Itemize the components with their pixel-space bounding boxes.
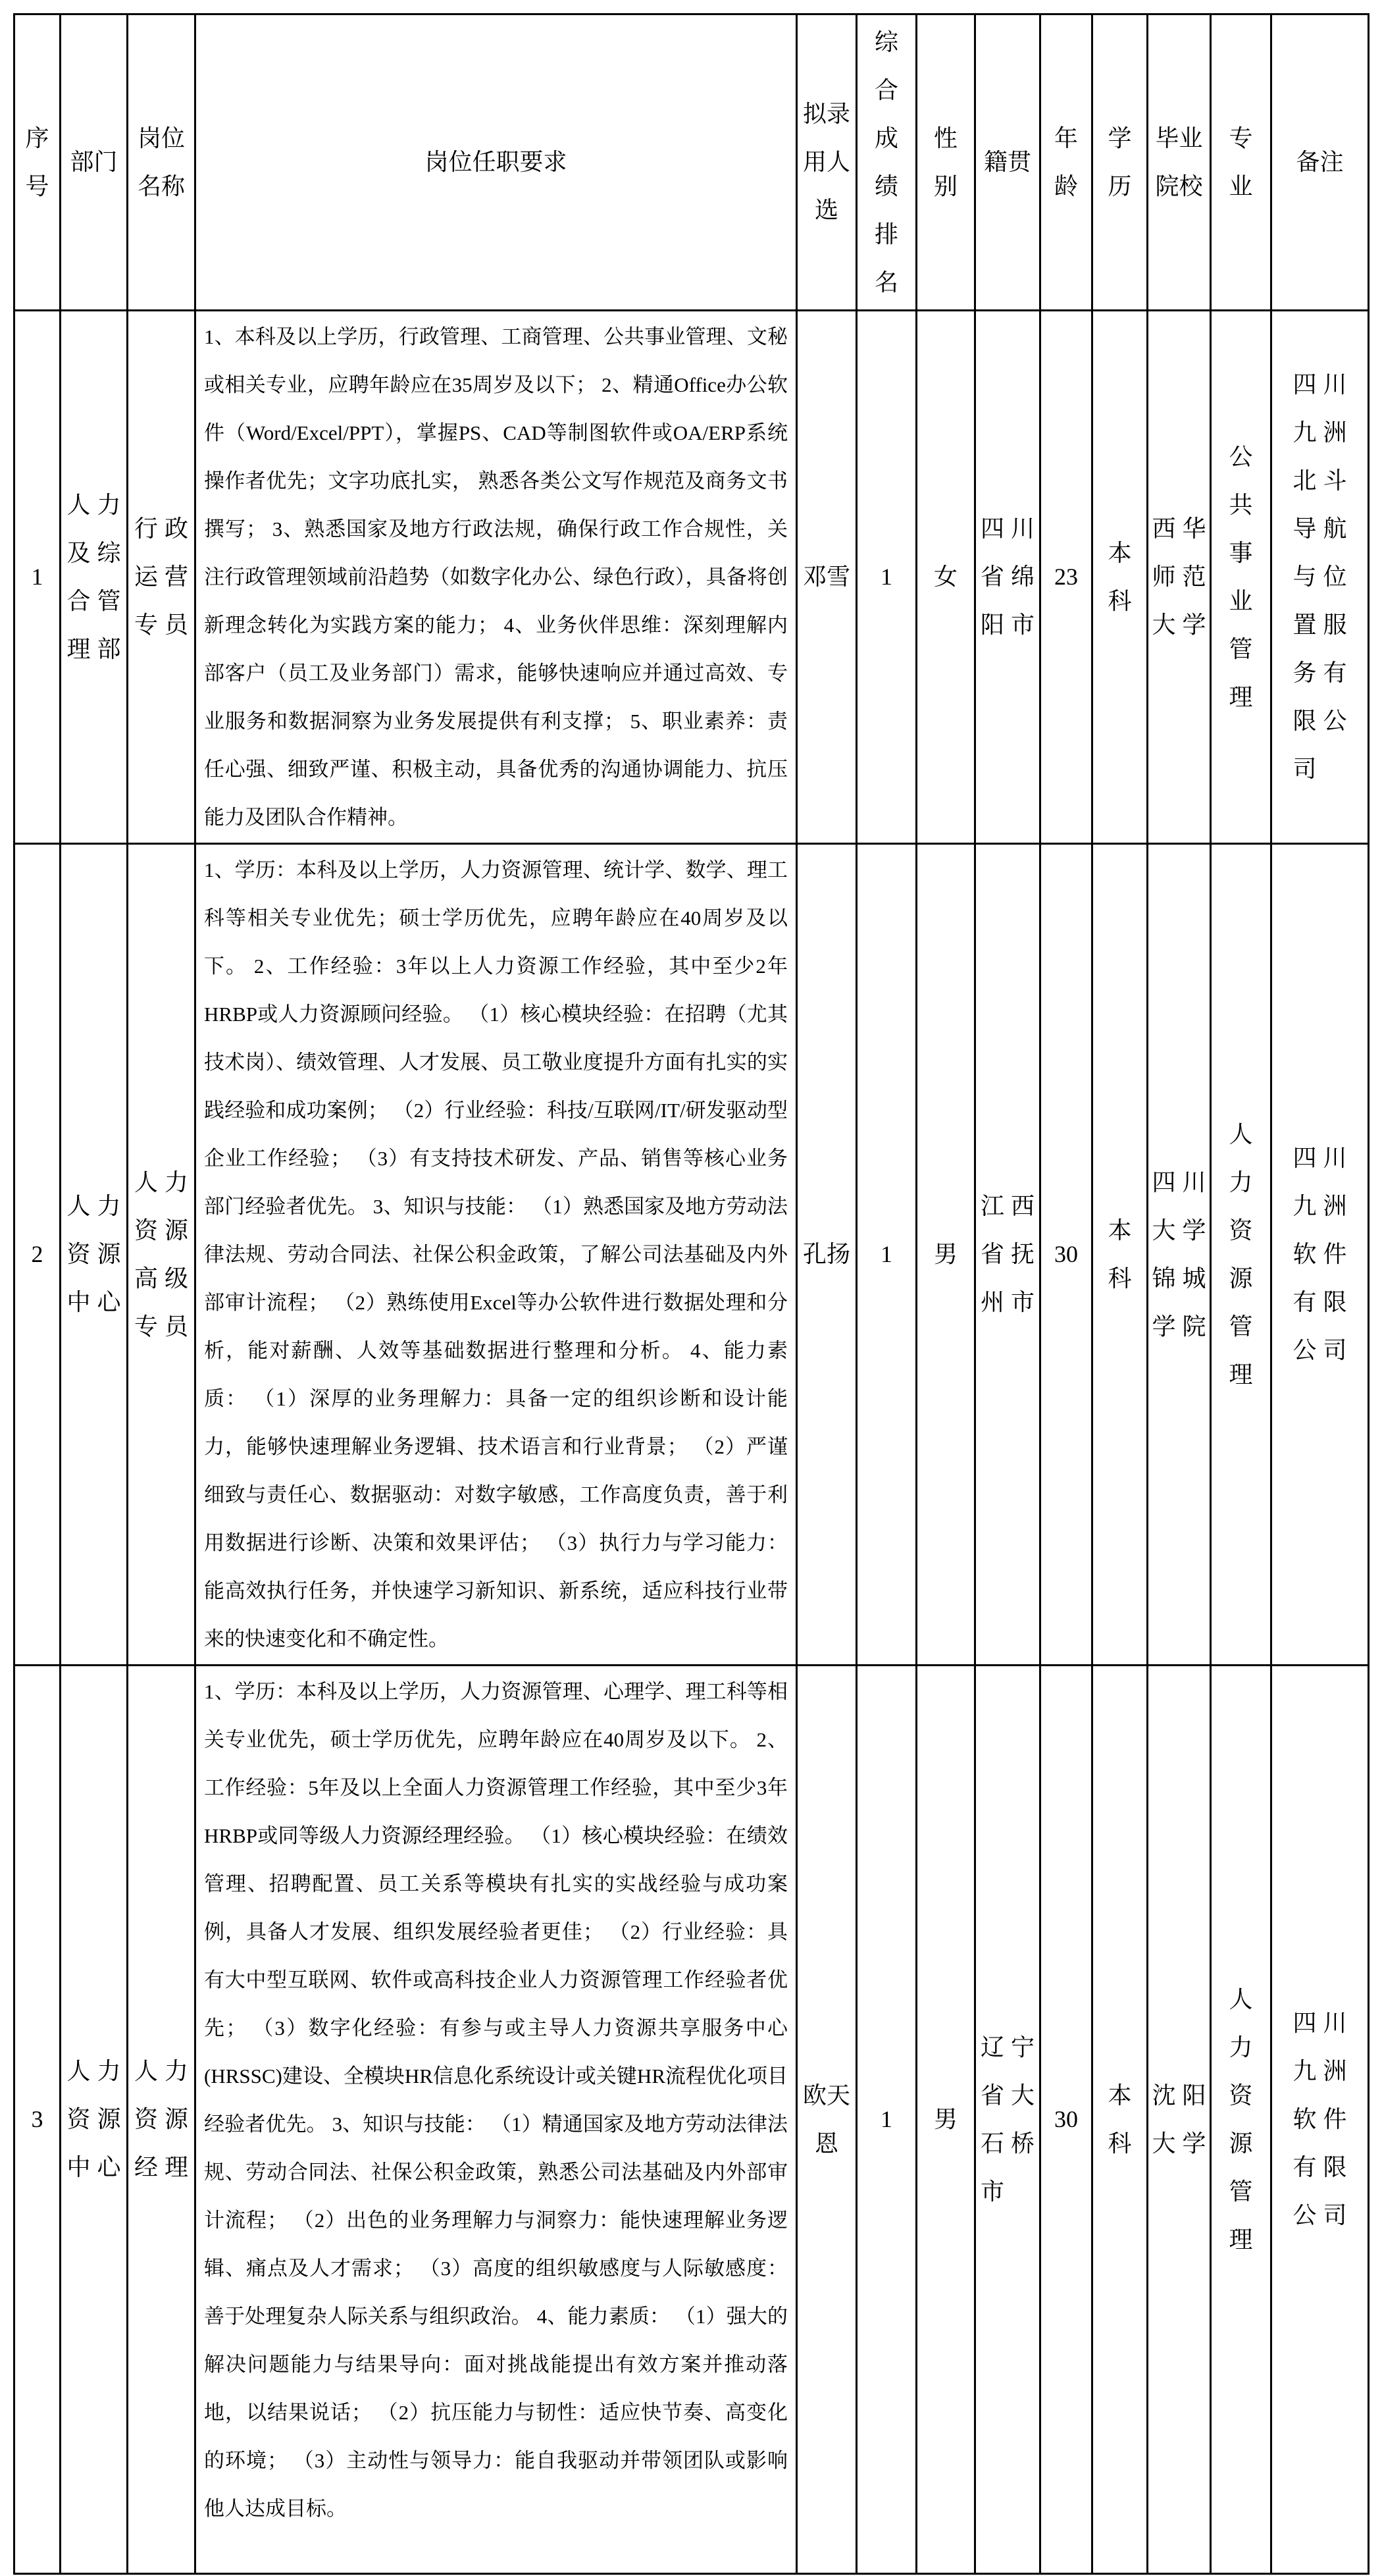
cell-hometown: 辽宁省大石桥市 — [975, 1666, 1040, 2574]
cell-requirements: 1、本科及以上学历，行政管理、工商管理、公共事业管理、文秘或相关专业，应聘年龄应在35周岁及以下； 2、精通Office办公软件（Word/Excel/PPT），掌握PS、CAD等制图软件或OA/ERP系统操作者优先；文字功底扎实， 熟悉各类公文写作规范及商务文书撰写； 3、熟悉国家及地方行政法规，确保行政工作合规性，关注行政管理领域前沿趋势（如数字化办公、绿色行政），具备将创新理念转化为实践方案的能力； 4、业务伙伴思维：深刻理解内部客户（员工及业务部门）需求，能够快速响应并通过高效、专业服务和数据洞察为业务发展提供有利支撑； 5、职业素养：责任心强、细致严谨、积极主动，具备优秀的沟通协调能力、抗压能力及团队合作精神。 — [195, 311, 797, 844]
cell-education: 本科 — [1092, 311, 1148, 844]
cell-rank: 1 — [857, 1666, 917, 2574]
column-header-age: 年龄 — [1040, 14, 1092, 311]
cell-note: 四川九洲软件有限公司 — [1271, 1666, 1369, 2574]
column-header-position: 岗位名称 — [128, 14, 195, 311]
cell-department: 人力资源中心 — [61, 1666, 128, 2574]
cell-candidate: 孔扬 — [797, 844, 857, 1666]
column-header-gender: 性别 — [917, 14, 975, 311]
cell-department: 人力资源中心 — [61, 844, 128, 1666]
cell-candidate: 邓雪 — [797, 311, 857, 844]
cell-gender: 男 — [917, 1666, 975, 2574]
column-header-rank: 综合成绩排名 — [857, 14, 917, 311]
cell-hometown: 江西省抚州市 — [975, 844, 1040, 1666]
cell-education: 本科 — [1092, 1666, 1148, 2574]
recruitment-table — [13, 13, 1369, 2575]
cell-requirements: 1、学历：本科及以上学历，人力资源管理、统计学、数学、理工科等相关专业优先；硕士学历优先，应聘年龄应在40周岁及以下。 2、工作经验：3年以上人力资源工作经验，其中至少2年HRBP或人力资源顾问经验。 （1）核心模块经验：在招聘（尤其技术岗）、绩效管理、人才发展、员工敬业度提升方面有扎实的实践经验和成功案例； （2）行业经验：科技/互联网/IT/研发驱动型企业工作经验； （3）有支持技术研发、产品、销售等核心业务部门经验者优先。 3、知识与技能： （1）熟悉国家及地方劳动法律法规、劳动合同法、社保公积金政策，了解公司法基础及内外部审计流程； （2）熟练使用Excel等办公软件进行数据处理和分析，能对薪酬、人效等基础数据进行整理和分析。 4、能力素质： （1）深厚的业务理解力：具备一定的组织诊断和设计能力，能够快速理解业务逻辑、技术语言和行业背景； （2）严谨细致与责任心、数据驱动：对数字敏感，工作高度负责，善于利用数据进行诊断、决策和效果评估； （3）执行力与学习能力：能高效执行任务，并快速学习新知识、新系统，适应科技行业带来的快速变化和不确定性。 — [195, 844, 797, 1666]
column-header-major: 专业 — [1211, 14, 1271, 311]
cell-note: 四川九洲北斗导航与位置服务有限公司 — [1271, 311, 1369, 844]
column-header-candidate: 拟录用人选 — [797, 14, 857, 311]
cell-rank: 1 — [857, 844, 917, 1666]
cell-major: 人力资源管理 — [1211, 844, 1271, 1666]
column-header-note: 备注 — [1271, 14, 1369, 311]
table-row — [14, 311, 1369, 844]
cell-position: 人力资源经理 — [128, 1666, 195, 2574]
column-header-hometown: 籍贯 — [975, 14, 1040, 311]
cell-school: 西华师范大学 — [1148, 311, 1211, 844]
cell-department: 人力及综合管理部 — [61, 311, 128, 844]
cell-note: 四川九洲软件有限公司 — [1271, 844, 1369, 1666]
table-row — [14, 1666, 1369, 2574]
cell-candidate: 欧天恩 — [797, 1666, 857, 2574]
cell-index: 1 — [14, 311, 61, 844]
cell-position: 人力资源高级专员 — [128, 844, 195, 1666]
cell-rank: 1 — [857, 311, 917, 844]
cell-school: 沈阳大学 — [1148, 1666, 1211, 2574]
column-header-department: 部门 — [61, 14, 128, 311]
table-row — [14, 844, 1369, 1666]
cell-school: 四川大学锦城学院 — [1148, 844, 1211, 1666]
cell-age: 23 — [1040, 311, 1092, 844]
cell-major: 公共事业管理 — [1211, 311, 1271, 844]
column-header-index: 序号 — [14, 14, 61, 311]
cell-major: 人力资源管理 — [1211, 1666, 1271, 2574]
cell-gender: 男 — [917, 844, 975, 1666]
cell-position: 行政运营专员 — [128, 311, 195, 844]
cell-age: 30 — [1040, 1666, 1092, 2574]
cell-index: 3 — [14, 1666, 61, 2574]
column-header-requirements: 岗位任职要求 — [195, 14, 797, 311]
cell-age: 30 — [1040, 844, 1092, 1666]
cell-education: 本科 — [1092, 844, 1148, 1666]
column-header-school: 毕业院校 — [1148, 14, 1211, 311]
cell-hometown: 四川省绵阳市 — [975, 311, 1040, 844]
header-row — [14, 14, 1369, 311]
cell-index: 2 — [14, 844, 61, 1666]
cell-requirements: 1、学历：本科及以上学历，人力资源管理、心理学、理工科等相关专业优先，硕士学历优先，应聘年龄应在40周岁及以下。 2、工作经验：5年及以上全面人力资源管理工作经验，其中至少3年HRBP或同等级人力资源经理经验。 （1）核心模块经验：在绩效管理、招聘配置、员工关系等模块有扎实的实战经验与成功案例，具备人才发展、组织发展经验者更佳； （2）行业经验：具有大中型互联网、软件或高科技企业人力资源管理工作经验者优先； （3）数字化经验：有参与或主导人力资源共享服务中心(HRSSC)建设、全模块HR信息化系统设计或关键HR流程优化项目经验者优先。 3、知识与技能： （1）精通国家及地方劳动法律法规、劳动合同法、社保公积金政策，熟悉公司法基础及内外部审计流程； （2）出色的业务理解力与洞察力：能快速理解业务逻辑、痛点及人才需求； （3）高度的组织敏感度与人际敏感度：善于处理复杂人际关系与组织政治。 4、能力素质： （1）强大的解决问题能力与结果导向：面对挑战能提出有效方案并推动落地，以结果说话； （2）抗压能力与韧性：适应快节奏、高变化的环境； （3）主动性与领导力：能自我驱动并带领团队或影响他人达成目标。 — [195, 1666, 797, 2574]
column-header-education: 学历 — [1092, 14, 1148, 311]
cell-gender: 女 — [917, 311, 975, 844]
